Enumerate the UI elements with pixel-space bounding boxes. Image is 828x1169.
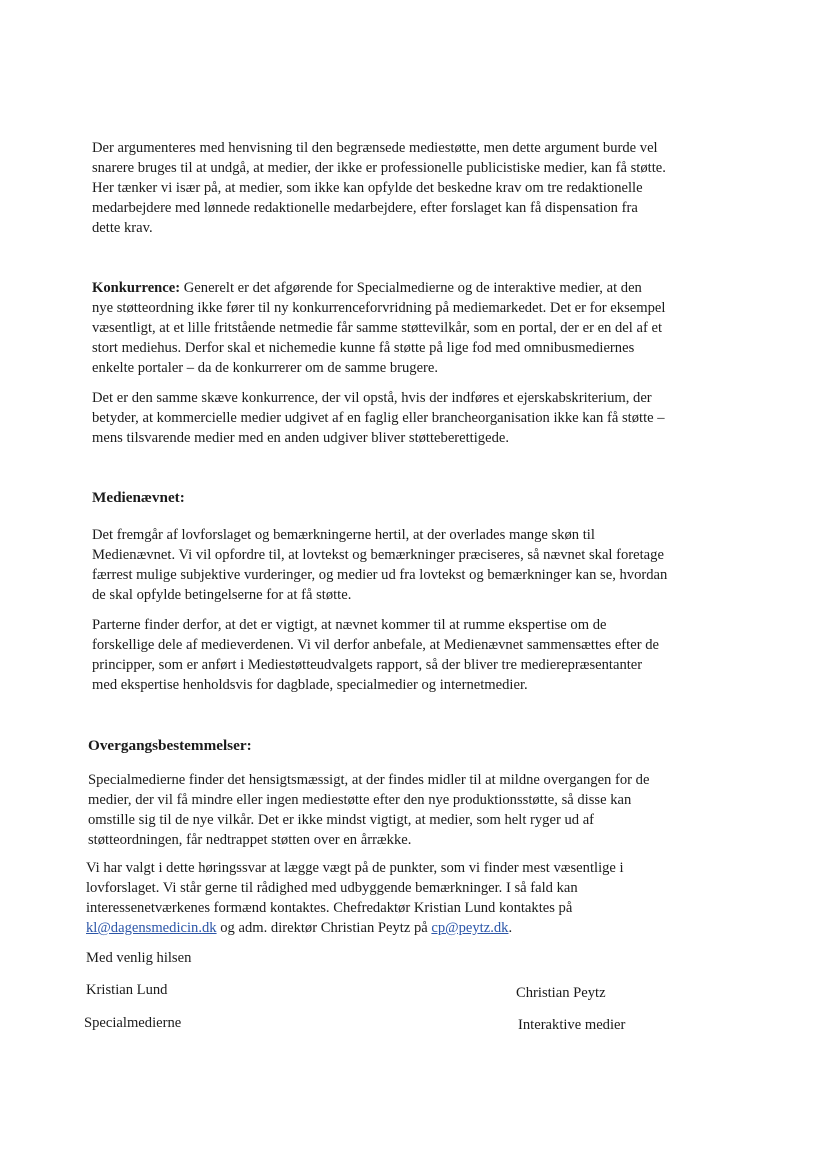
text-line: de skal opfylde betingelserne for at få støtte. (92, 587, 352, 603)
text-line: Specialmedierne finder det hensigtsmæssigt, at der findes midler til at mildne overgangen for de (88, 772, 650, 788)
signature-left-name: Kristian Lund (86, 982, 168, 998)
konkurrence-section (92, 278, 742, 378)
section-lead: Konkurrence: (92, 280, 181, 296)
text-line: støtteordningen, får nedtrappet støtten over en årrække. (88, 832, 412, 848)
text-line: Det fremgår af lovforslaget og bemærkningerne hertil, at der overlades mange skøn til (92, 527, 595, 543)
text-line (92, 278, 742, 298)
text-line: stort mediehus. Derfor skal et nichemedie kunne få støtte på lige fod med omnibusmediernes (92, 340, 635, 356)
signature-right-org: Interaktive medier (518, 1017, 626, 1033)
section-heading: Overgangsbestemmelser: (88, 737, 252, 754)
text-line (86, 918, 736, 938)
closing-greeting: Med venlig hilsen (86, 950, 192, 966)
text-line: enkelte portaler – da de konkurrerer om de samme brugere. (92, 360, 439, 376)
text-line: mens tilsvarende medier med en anden udgiver bliver støtteberettigede. (92, 430, 509, 446)
text-line: Medienævnet. Vi vil opfordre til, at lovtekst og bemærkninger præciseres, så nævnet skal foretage (92, 547, 664, 563)
email-link-christian[interactable]: cp@peytz.dk (431, 920, 509, 936)
text-line: medier, der vil få mindre eller ingen mediestøtte efter den nye produktionsstøtte, så disse kan (88, 792, 632, 808)
medienaevnet-paragraph-1 (92, 525, 742, 605)
text-line: Der argumenteres med henvisning til den begrænsede mediestøtte, men dette argument burde vel (92, 140, 658, 156)
konkurrence-paragraph-2 (92, 388, 742, 448)
overgang-paragraph-2 (86, 858, 736, 938)
intro-paragraph (92, 138, 742, 238)
signature-left-org: Specialmedierne (84, 1015, 182, 1031)
text-line: nye støtteordning ikke fører til ny konkurrenceforvridning på mediemarkedet. Det er for eksempel (92, 300, 666, 316)
text-line: med ekspertise henholdsvis for dagblade, specialmedier og internetmedier. (92, 677, 528, 693)
medienaevnet-paragraph-2 (92, 615, 742, 695)
text-line: omstille sig til de nye vilkår. Det er ikke mindst vigtigt, at medier, som helt ryger ud af (88, 812, 595, 828)
text-fragment: . (508, 920, 513, 936)
text-line: forskellige dele af medieverdenen. Vi vil derfor anbefale, at Medienævnet sammensættes efter de (92, 637, 659, 653)
text-line: Parterne finder derfor, at det er vigtigt, at nævnet kommer til at rumme ekspertise om de (92, 617, 607, 633)
text-fragment: Generelt er det afgørende for Specialmedierne og de interaktive medier, at den (180, 280, 642, 296)
text-line: interessenetværkenes formænd kontaktes. Chefredaktør Kristian Lund kontaktes på (86, 900, 573, 916)
text-line: betyder, at kommercielle medier udgivet af en faglig eller brancheorganisation ikke kan få støtte – (92, 410, 665, 426)
text-line: dette krav. (92, 220, 153, 236)
text-line: Her tænker vi især på, at medier, som ikke kan opfylde det beskedne krav om tre redaktionelle (92, 180, 643, 196)
medienaevnet-heading-block (92, 488, 742, 508)
text-fragment: og adm. direktør Christian Peytz på (216, 920, 432, 936)
text-line: Det er den samme skæve konkurrence, der vil opstå, hvis der indføres et ejerskabskriterium, der (92, 390, 652, 406)
overgang-paragraph-1 (88, 770, 738, 850)
text-line: principper, som er anført i Mediestøtteudvalgets rapport, så der bliver tre medierepræsentanter (92, 657, 643, 673)
text-line: lovforslaget. Vi står gerne til rådighed med udbyggende bemærkninger. I så fald kan (86, 880, 578, 896)
text-line: væsentligt, at et lille fritstående netmedie får samme støttevilkår, som en portal, der er en del af et (92, 320, 662, 336)
text-line: medarbejdere med lønnede redaktionelle medarbejdere, efter forslaget kan få dispensation fra (92, 200, 638, 216)
section-heading: Medienævnet: (92, 489, 185, 506)
overgang-heading-block (88, 736, 738, 756)
email-link-kristian[interactable]: kl@dagensmedicin.dk (86, 920, 217, 936)
text-line: snarere bruges til at undgå, at medier, der ikke er professionelle publicistiske medier, kan få støtte. (92, 160, 666, 176)
text-line: færrest mulige subjektive vurderinger, og medier ud fra lovtekst og bemærkninger kan se, hvordan (92, 567, 668, 583)
signature-right-name: Christian Peytz (516, 985, 606, 1001)
text-line: Vi har valgt i dette høringssvar at lægge vægt på de punkter, som vi finder mest væsentlige i (86, 860, 624, 876)
